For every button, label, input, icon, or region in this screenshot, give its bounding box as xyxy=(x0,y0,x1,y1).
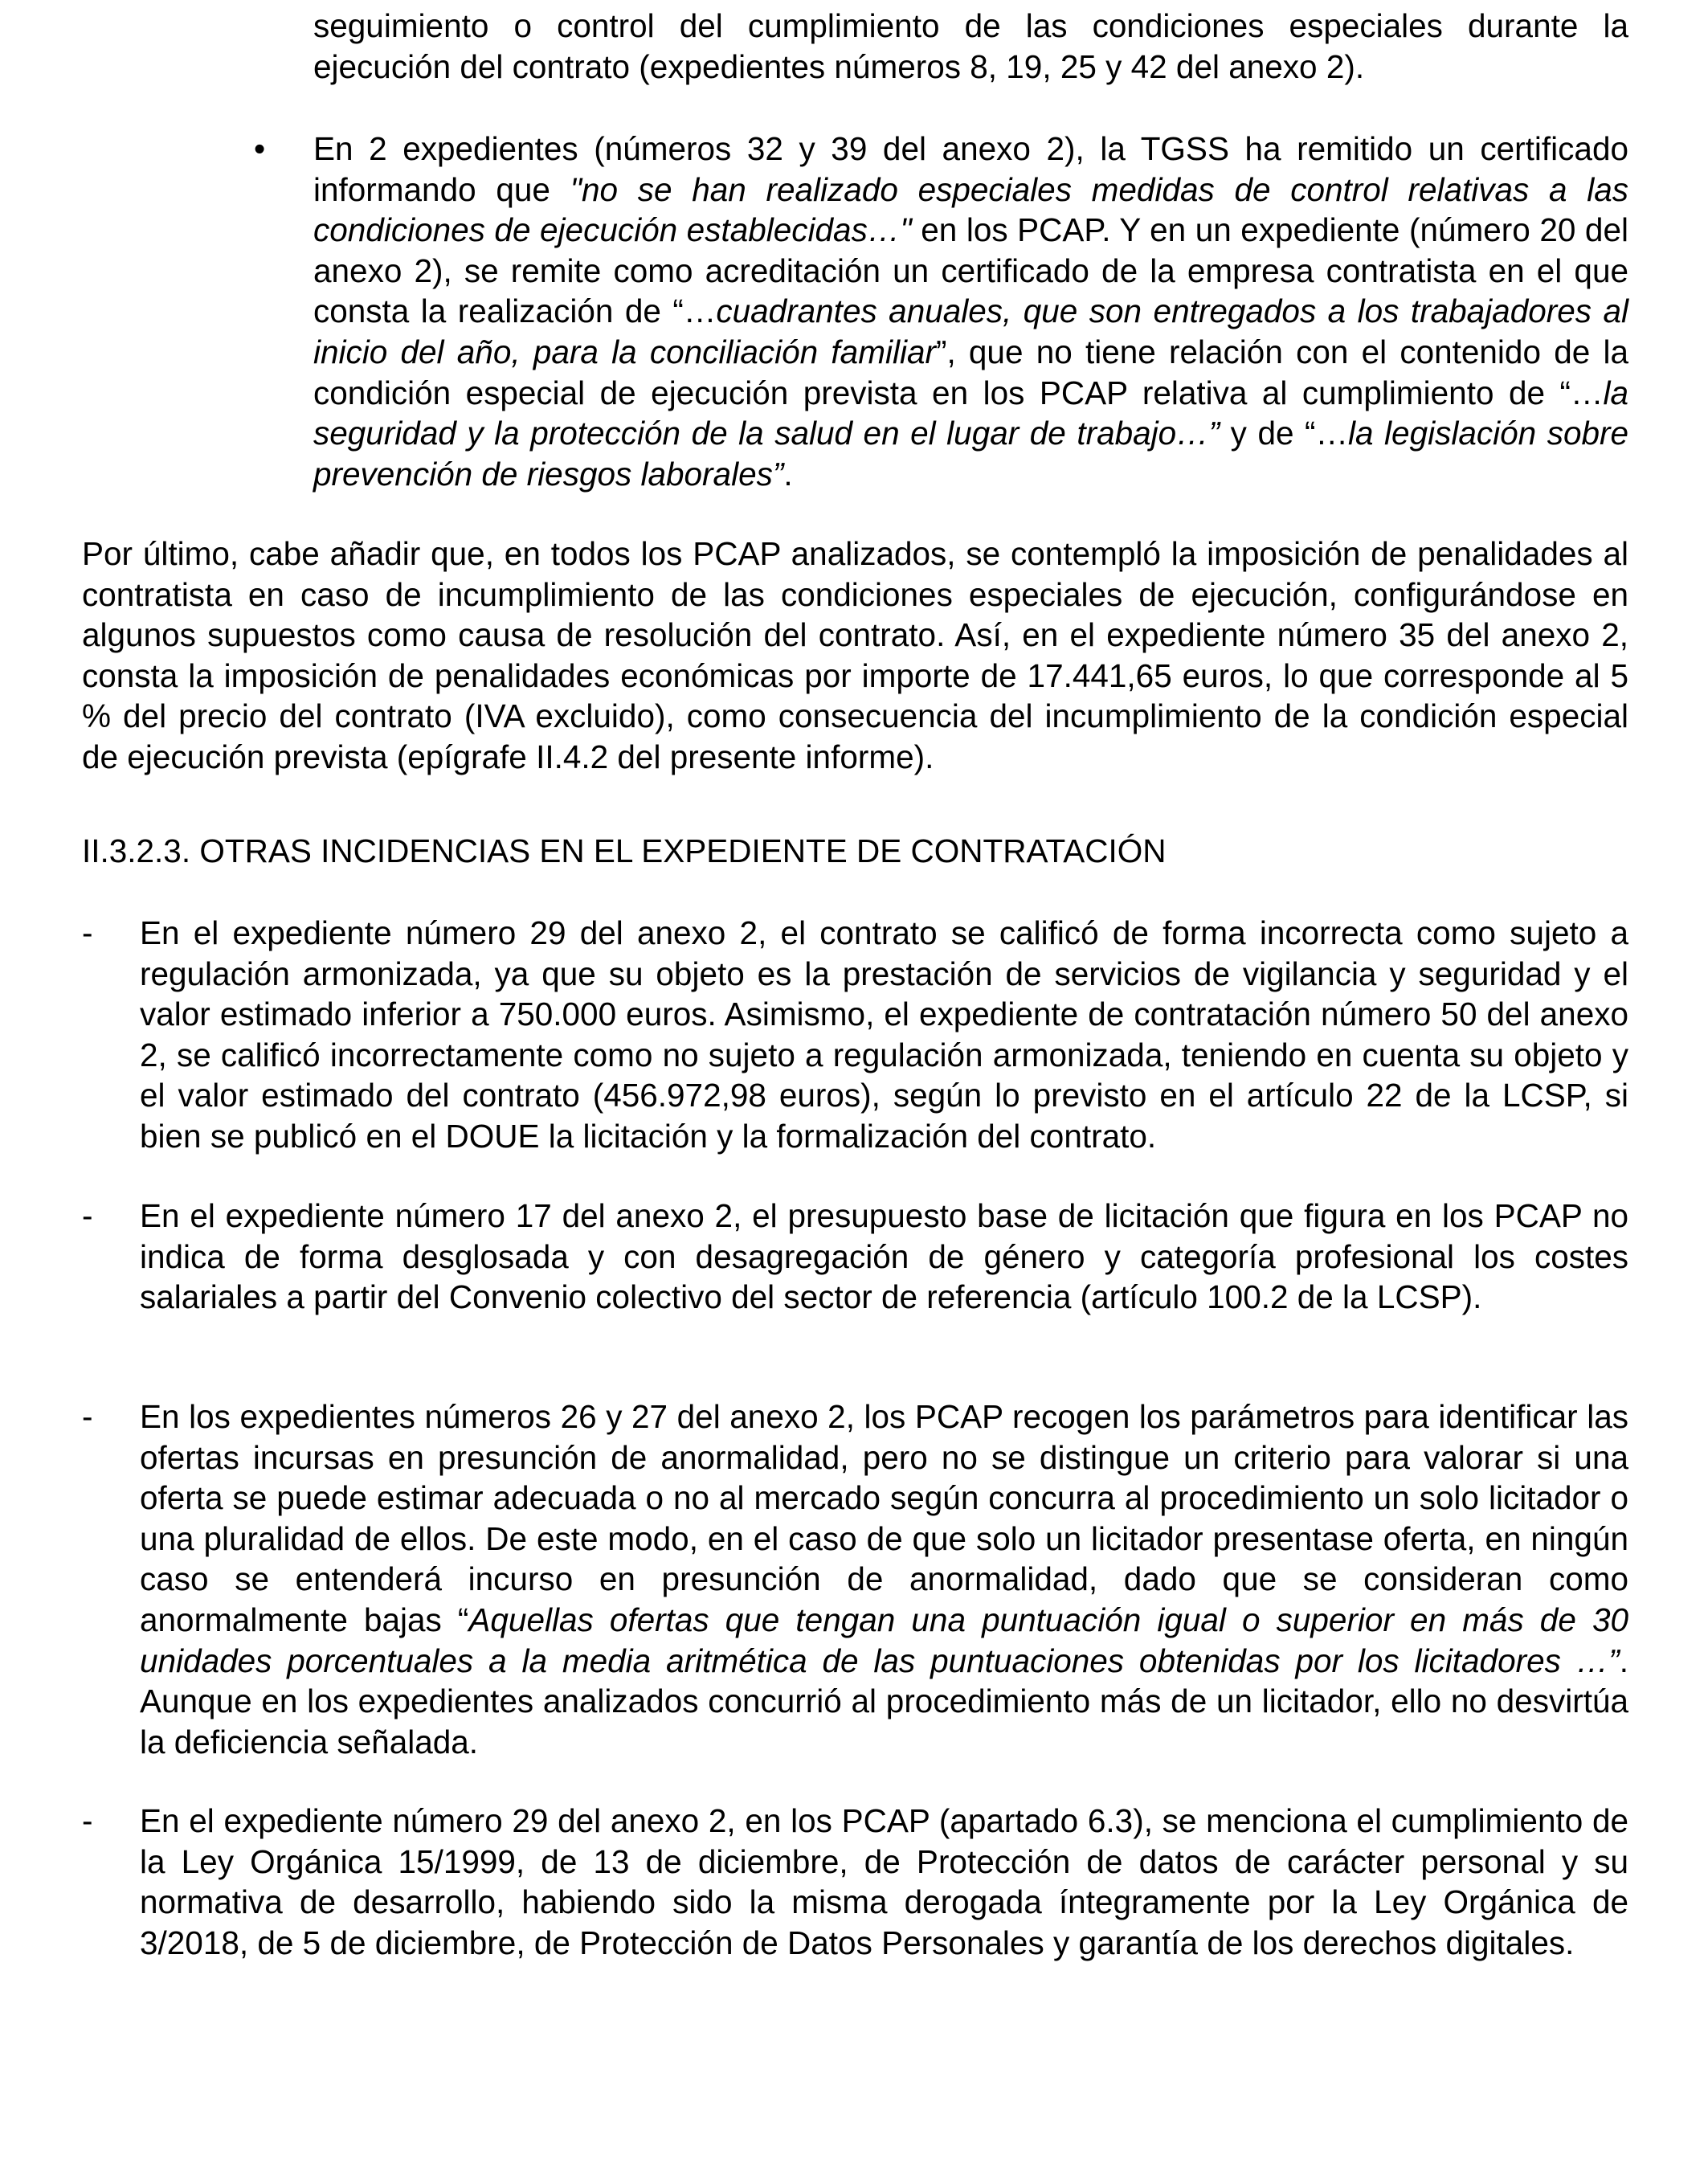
text-segment: en los PCAP. Y en un expediente (número 20 del anexo 2), se remite como acreditación un certificado de la empresa contratista en el que consta la realización de “… xyxy=(313,211,1628,330)
quoted-text: la legislación sobre prevención de riesgos laborales” xyxy=(313,415,1629,493)
text-segment: En el expediente número 29 del anexo 2, el contrato se calificó de forma incorrecta como sujeto a regulación armonizada, ya que su objeto es la prestación de servicios de vigilancia y seguridad y el valor estimado inferior a 750.000 euros. Asimismo, el expediente de contratación número 50 del anexo 2, se calificó incorrectamente como no sujeto a regulación armonizada, teniendo en cuenta su objeto y el valor estimado del contrato (456.972,98 euros), según lo previsto en el artículo 22 de la LCSP, si bien se publicó en el DOUE la licitación y la formalización del contrato. xyxy=(140,914,1628,1155)
text-line: seguimiento o control del cumplimiento de las condiciones especiales durante la xyxy=(313,7,1628,44)
continuation-paragraph xyxy=(313,6,1628,87)
text-segment: . Aunque en los expedientes analizados concurrió al procedimiento más de un licitador, ello no desvirtúa la deficiencia señalada. xyxy=(140,1642,1628,1760)
quoted-text: cuadrantes anuales, que son entregados a los trabajadores al inicio del año, para la conciliación familiar xyxy=(313,292,1628,370)
dash-marker: - xyxy=(82,1197,93,1234)
quoted-text: Aquellas ofertas que tengan una puntuación igual o superior en más de 30 unidades porcentuales a la media aritmética de las puntuaciones obtenidas por los licitadores …” xyxy=(140,1601,1628,1679)
quoted-text: "no se han realizado especiales medidas de control relativas a las condiciones de ejecución establecidas…" xyxy=(313,170,1629,249)
dash-item-paragraph xyxy=(140,1396,1628,1762)
dash-marker: - xyxy=(82,914,93,951)
dash-marker: - xyxy=(82,1802,93,1839)
bullet-marker: • xyxy=(254,130,266,167)
dash-marker: - xyxy=(82,1398,93,1435)
dash-item-paragraph xyxy=(140,1196,1628,1318)
text-segment: En el expediente número 29 del anexo 2, en los PCAP (apartado 6.3), se menciona el cumplimiento de la Ley Orgánica 15/1999, de 13 de diciembre, de Protección de datos de carácter personal y su normativa de desarrollo, habiendo sido la misma derogada íntegramente por la Ley Orgánica de 3/2018, de 5 de diciembre, de Protección de Datos Personales y garantía de los derechos digitales. xyxy=(140,1802,1628,1961)
text-segment: y de “… xyxy=(1220,415,1349,452)
section-heading: II.3.2.3. OTRAS INCIDENCIAS EN EL EXPEDIENTE DE CONTRATACIÓN xyxy=(82,832,1167,869)
text-segment: En 2 expedientes (números 32 y 39 del anexo 2), la TGSS ha remitido un certificado informando que xyxy=(313,130,1628,208)
text-segment: En el expediente número 17 del anexo 2, el presupuesto base de licitación que figura en los PCAP no indica de forma desglosada y con desagregación de género y categoría profesional los costes salariales a partir del Convenio colectivo del sector de referencia (artículo 100.2 de la LCSP). xyxy=(140,1197,1628,1316)
text-segment: ”, que no tiene relación con el contenido de la condición especial de ejecución prevista en los PCAP relativa al cumplimiento de “… xyxy=(313,333,1628,411)
text-segment: En los expedientes números 26 y 27 del anexo 2, los PCAP recogen los parámetros para identificar las ofertas incursas en presunción de anormalidad, pero no se distingue un criterio para valorar si una oferta se puede estimar adecuada o no al mercado según concurra al procedimiento un solo licitador o una pluralidad de ellos. De este modo, en el caso de que solo un licitador presentase oferta, en ningún caso se entenderá incurso en presunción de anormalidad, dado que se consideran como anormalmente bajas “ xyxy=(140,1398,1628,1638)
dash-item-paragraph xyxy=(140,913,1628,1157)
bullet-paragraph xyxy=(313,129,1628,494)
quoted-text: la seguridad y la protección de la salud en el lugar de trabajo…” xyxy=(313,374,1628,452)
dash-item-paragraph xyxy=(140,1801,1628,1963)
text-segment: . xyxy=(783,455,793,493)
body-paragraph: Por último, cabe añadir que, en todos los PCAP analizados, se contempló la imposición de penalidades al contratista en caso de incumplimiento de las condiciones especiales de ejecución, configurándose en algunos supuestos como causa de resolución del contrato. Así, en el expediente número 35 del anexo 2, consta la imposición de penalidades económicas por importe de 17.441,65 euros, lo que corresponde al 5 % del precio del contrato (IVA excluido), como consecuencia del incumplimiento de la condición especial de ejecución prevista (epígrafe II.4.2 del presente informe). xyxy=(82,535,1628,775)
text-line: ejecución del contrato (expedientes números 8, 19, 25 y 42 del anexo 2). xyxy=(313,47,1365,85)
